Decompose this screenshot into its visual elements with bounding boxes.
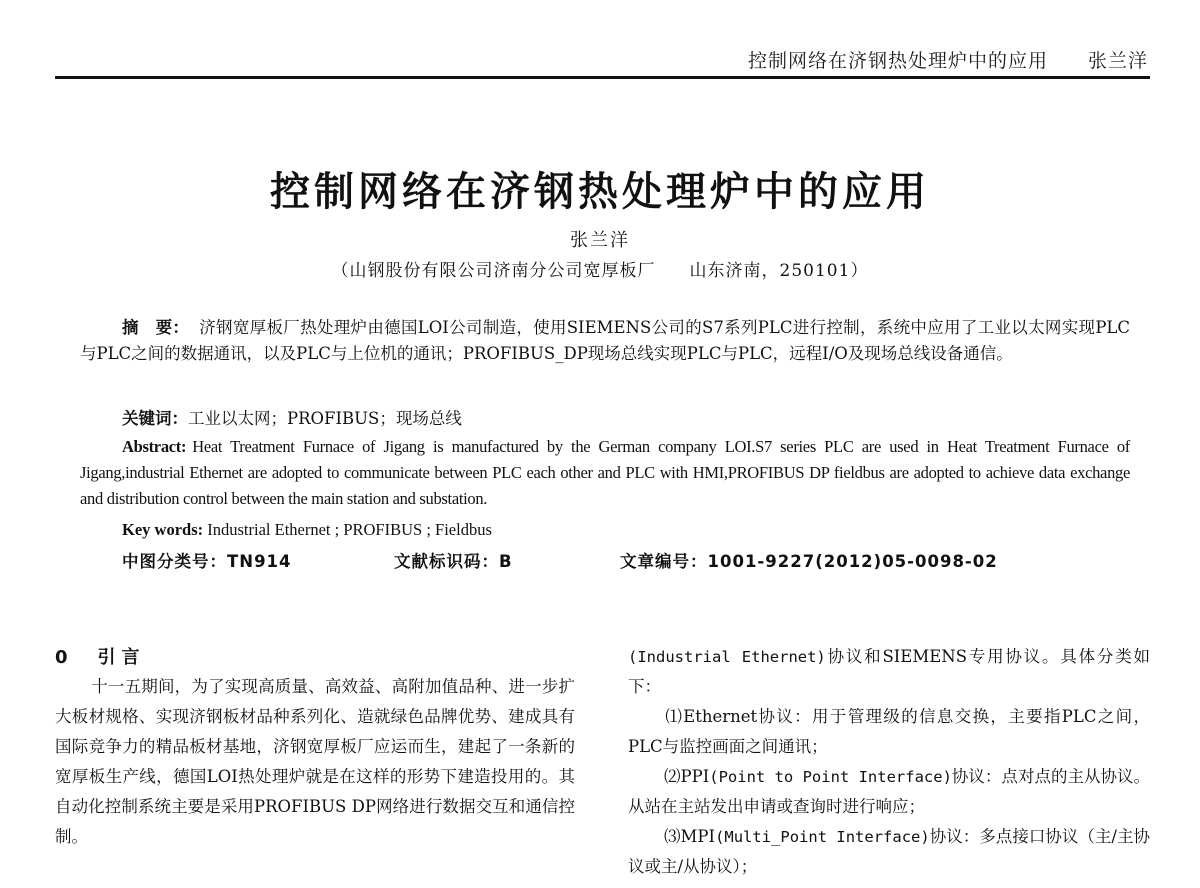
article-number: 文章编号：1001-9227(2012)05-0098-02 bbox=[620, 552, 998, 571]
running-title: 控制网络在济钢热处理炉中的应用 bbox=[747, 50, 1048, 72]
abstract-cn bbox=[80, 315, 1130, 367]
article-author: 张兰洋 bbox=[570, 230, 630, 251]
keywords-cn-text: 工业以太网；PROFIBUS；现场总线 bbox=[188, 409, 462, 428]
protocol-item-3-text: 协议：多点接口协议（主/主协议或主/从协议）； bbox=[628, 827, 1151, 876]
protocol-item-2-mono: (Point to Point Interface) bbox=[709, 768, 952, 786]
keywords-en-text: Industrial Ethernet ; PROFIBUS ; Fieldbus bbox=[207, 520, 492, 539]
protocol-item-2-prefix: ⑵PPI bbox=[664, 767, 710, 786]
running-author: 张兰洋 bbox=[1087, 50, 1148, 72]
header-rule bbox=[55, 76, 1150, 79]
protocol-intro-mono: (Industrial Ethernet) bbox=[628, 648, 826, 666]
keywords-en-label: Key words: bbox=[122, 520, 204, 539]
protocol-item-3-prefix: ⑶MPI bbox=[664, 827, 716, 846]
protocol-item-1 bbox=[628, 702, 1150, 762]
article-title: 控制网络在济钢热处理炉中的应用 bbox=[270, 169, 930, 215]
keywords-en bbox=[122, 520, 492, 540]
intro-paragraph: 十一五期间，为了实现高质量、高效益、高附加值品种、进一步扩大板材规格、实现济钢板材品种系列化、造就绿色品牌优势、建成具有国际竞争力的精品板材基地，济钢宽厚板厂应运而生，建起了一条新的宽厚板生产线，德国LOI热处理炉就是在这样的形势下建造投用的。其自动化控制系统主要是采用PROFIBUS DP网络进行数据交互和通信控制。 bbox=[55, 677, 575, 846]
affiliation bbox=[0, 256, 1200, 281]
protocol-item-1-text: ⑴Ethernet协议：用于管理级的信息交换，主要指PLC之间，PLC与监控画面之间通讯； bbox=[628, 707, 1150, 756]
protocol-intro-text: 协议和SIEMENS专用协议。具体分类如下： bbox=[628, 647, 1151, 696]
document-code: 文献标识码：B bbox=[394, 552, 513, 571]
abstract-cn-label: 摘 要： bbox=[122, 318, 190, 337]
abstract-cn-text: 济钢宽厚板厂热处理炉由德国LOI公司制造，使用SIEMENS公司的S7系列PLC进行控制，系统中应用了工业以太网实现PLC与PLC之间的数据通讯，以及PLC与上位机的通讯；PROFIBUS_DP现场总线实现PLC与PLC，远程I/O及现场总线设备通信。 bbox=[80, 318, 1131, 363]
protocol-intro bbox=[628, 642, 1150, 702]
protocol-item-2 bbox=[628, 762, 1150, 822]
protocol-item-2-text: 协议：点对点的主从协议。从站在主站发出申请或查询时进行响应； bbox=[628, 767, 1150, 816]
keywords-cn-label: 关键词： bbox=[122, 409, 188, 428]
right-column bbox=[628, 642, 1150, 882]
abstract-en bbox=[80, 434, 1130, 512]
section-heading: 0 引言 bbox=[55, 647, 146, 668]
affiliation-org: （山钢股份有限公司济南分公司宽厚板厂 bbox=[331, 261, 656, 281]
abstract-en-text: Heat Treatment Furnace of Jigang is manufactured by the German company LOI.S7 series PLC are used in Heat Treatment Furnace of Jigang,industrial Ethernet are adopted to communicate between PLC each other and PLC with HMI,PROFIBUS DP fieldbus are adopted to achieve data exchange and distribution control between the main station and substation. bbox=[80, 437, 1130, 508]
protocol-item-3 bbox=[628, 822, 1150, 882]
clc-number: 中图分类号：TN914 bbox=[122, 552, 292, 571]
affiliation-location: 山东济南，250101） bbox=[689, 261, 869, 281]
abstract-en-label: Abstract: bbox=[122, 437, 187, 456]
left-column bbox=[55, 672, 575, 852]
keywords-cn bbox=[122, 405, 462, 429]
protocol-item-3-mono: (Multi_Point Interface) bbox=[715, 828, 930, 846]
running-header bbox=[748, 46, 1148, 73]
